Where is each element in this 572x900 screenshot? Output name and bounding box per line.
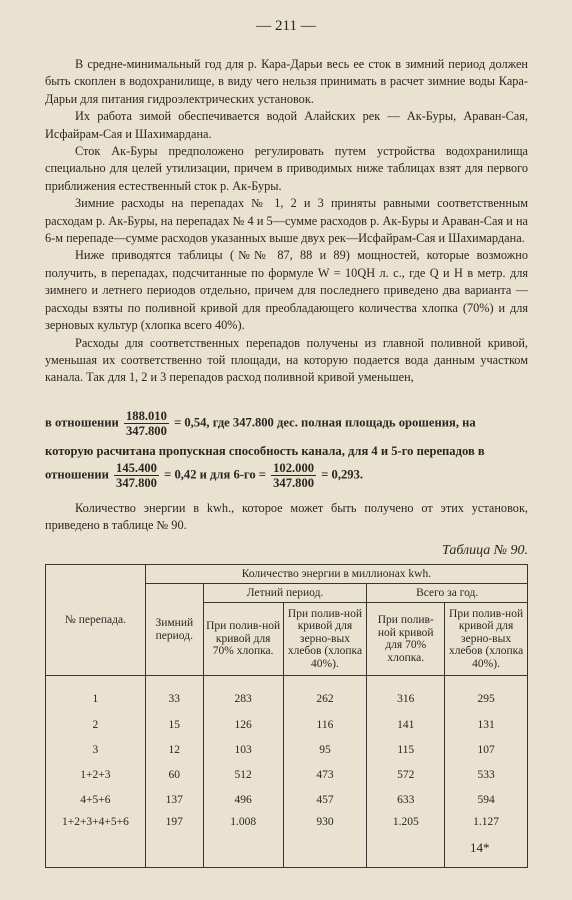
value-cell: 126 [203, 712, 283, 737]
value-cell: 572 [367, 762, 445, 787]
value-cell: 137 [145, 787, 203, 812]
paragraph: Сток Ак-Буры предположено регулировать путем устройства водохранилища специально для целей утилизации, причем в приводимых ниже таблицах взят для первого приближения естественный сток р. Ак-Буры. [45, 144, 528, 193]
table-row [46, 676, 528, 713]
table-row [46, 737, 528, 762]
value-cell: 496 [203, 787, 283, 812]
header-summer: Летний период. [203, 584, 367, 603]
perepad-cell: 1+2+3 [46, 762, 146, 787]
value-cell: 95 [283, 737, 367, 762]
header-total-cotton: При полив-ной кривой для 70% хлопка. [367, 603, 445, 676]
page-number: — 211 — [256, 18, 316, 34]
paragraph: Их работа зимой обеспечивается водой Алайских рек — Ак-Буры, Араван-Сая, Исфайрам-Сая и Шахимардана. [45, 109, 528, 141]
table-row [46, 712, 528, 737]
table-header-row [46, 565, 528, 584]
formula-1-prefix: в отношении [45, 415, 119, 430]
value-cell: 512 [203, 762, 283, 787]
value-cell: 457 [283, 787, 367, 812]
formula-2-prefix: отношении [45, 467, 109, 482]
perepad-cell: 3 [46, 737, 146, 762]
value-cell: 116 [283, 712, 367, 737]
fraction [114, 461, 159, 490]
value-cell: 131 [445, 712, 528, 737]
fraction [271, 461, 316, 490]
value-cell: 316 [367, 676, 445, 713]
value-cell: 283 [203, 676, 283, 713]
value-cell: 533 [445, 762, 528, 787]
table-row [46, 787, 528, 812]
table-caption: Таблица № 90. [442, 543, 528, 558]
header-total-grain: При полив-ной кривой для зерно-вых хлебов (хлопка 40%). [445, 603, 528, 676]
body-text [45, 56, 528, 387]
value-cell: 473 [283, 762, 367, 787]
value-cell: 1.205 [367, 812, 445, 868]
energy-table [45, 564, 528, 868]
value-cell: 930 [283, 812, 367, 868]
fraction-denominator: 347.800 [116, 476, 157, 490]
perepad-cell: 1+2+3+4+5+6 [46, 812, 146, 868]
header-winter: Зимний период. [145, 584, 203, 676]
fraction-numerator: 188.010 [125, 409, 167, 423]
formula-1 [45, 409, 528, 438]
paragraph: Ниже приводятся таблицы (№№ 87, 88 и 89) мощностей, которые возможно получить, в перепадах, подсчитанные по формуле W = 10QH л. с., где Q и H в метр. для зимнего и летнего периодов отдельно, причем для последнего приведено два варианта — расходы взяты по поливной кривой для преобладающего количества хлопка (70%) и для зерновых культур (хлопка всего 40%). [45, 248, 528, 333]
header-main: Количество энергии в миллионах kwh. [145, 565, 527, 584]
value-cell: 141 [367, 712, 445, 737]
fraction-numerator: 102.000 [273, 461, 315, 475]
paragraph: Расходы для соответственных перепадов получены из главной поливной кривой, уменьшая их соответственно той площади, на которую подается вода данным участком канала. Так для 1, 2 и 3 перепадов расход поливной кривой уменьшен, [45, 335, 528, 385]
formula-1-suffix: = 0,54, где 347.800 дес. полная площадь орошения, на [174, 415, 476, 430]
value-cell: 262 [283, 676, 367, 713]
fraction [124, 409, 169, 438]
header-summer-grain: При полив-ной кривой для зерно-вых хлебов (хлопка 40%). [283, 603, 367, 676]
value-cell: 33 [145, 676, 203, 713]
paragraph: В средне-минимальный год для р. Кара-Дарьи весь ее сток в зимний период должен быть скоплен в водохранилище, в виду чего нельзя принимать в расчет зимние воды Кара-Дарьи для питания гидроэлектрических установок. [45, 57, 528, 106]
formula-2-mid: = 0,42 и для 6-го = [164, 467, 266, 482]
value-cell: 1.008 [203, 812, 283, 868]
value-cell: 15 [145, 712, 203, 737]
paragraph: Количество энергии в kwh., которое может быть получено от этих установок, приведено в таблице № 90. [45, 501, 528, 533]
value-cell: 103 [203, 737, 283, 762]
header-summer-cotton: При полив-ной кривой для 70% хлопка. [203, 603, 283, 676]
header-total: Всего за год. [367, 584, 528, 603]
fraction-numerator: 145.400 [116, 461, 157, 475]
paragraph: Зимние расходы на перепадах № 1, 2 и 3 приняты равными соответственным расходам р. Ак-Буры, на перепадах № 4 и 5—сумме расходов р. Ак-Буры и Араван-Сая и на 6-м перепаде—сумме расходов указанных выше двух рек—Исфайрам-Сая и Шахимардана. [45, 196, 528, 246]
value-cell: 60 [145, 762, 203, 787]
value-cell: 594 [445, 787, 528, 812]
value-cell: 12 [145, 737, 203, 762]
value-cell: 295 [445, 676, 528, 713]
perepad-cell: 4+5+6 [46, 787, 146, 812]
value-cell: 115 [367, 737, 445, 762]
header-perepad: № перепада. [46, 565, 146, 676]
formula-2 [45, 461, 528, 490]
value-cell: 197 [145, 812, 203, 868]
perepad-cell: 1 [46, 676, 146, 713]
table-body [46, 676, 528, 868]
value-cell: 1.127 [445, 812, 528, 868]
body-text-2 [45, 500, 528, 535]
fraction-denominator: 347.800 [125, 424, 167, 438]
fraction-denominator: 347.800 [273, 476, 315, 490]
formula-line: которую расчитана пропускная способность канала, для 4 и 5-го перепадов в [45, 444, 485, 458]
value-cell: 107 [445, 737, 528, 762]
value-cell: 633 [367, 787, 445, 812]
table-row [46, 812, 528, 868]
formula-2-suffix: = 0,293. [321, 467, 364, 482]
signature-mark: 14* [470, 840, 490, 855]
table-row [46, 762, 528, 787]
perepad-cell: 2 [46, 712, 146, 737]
